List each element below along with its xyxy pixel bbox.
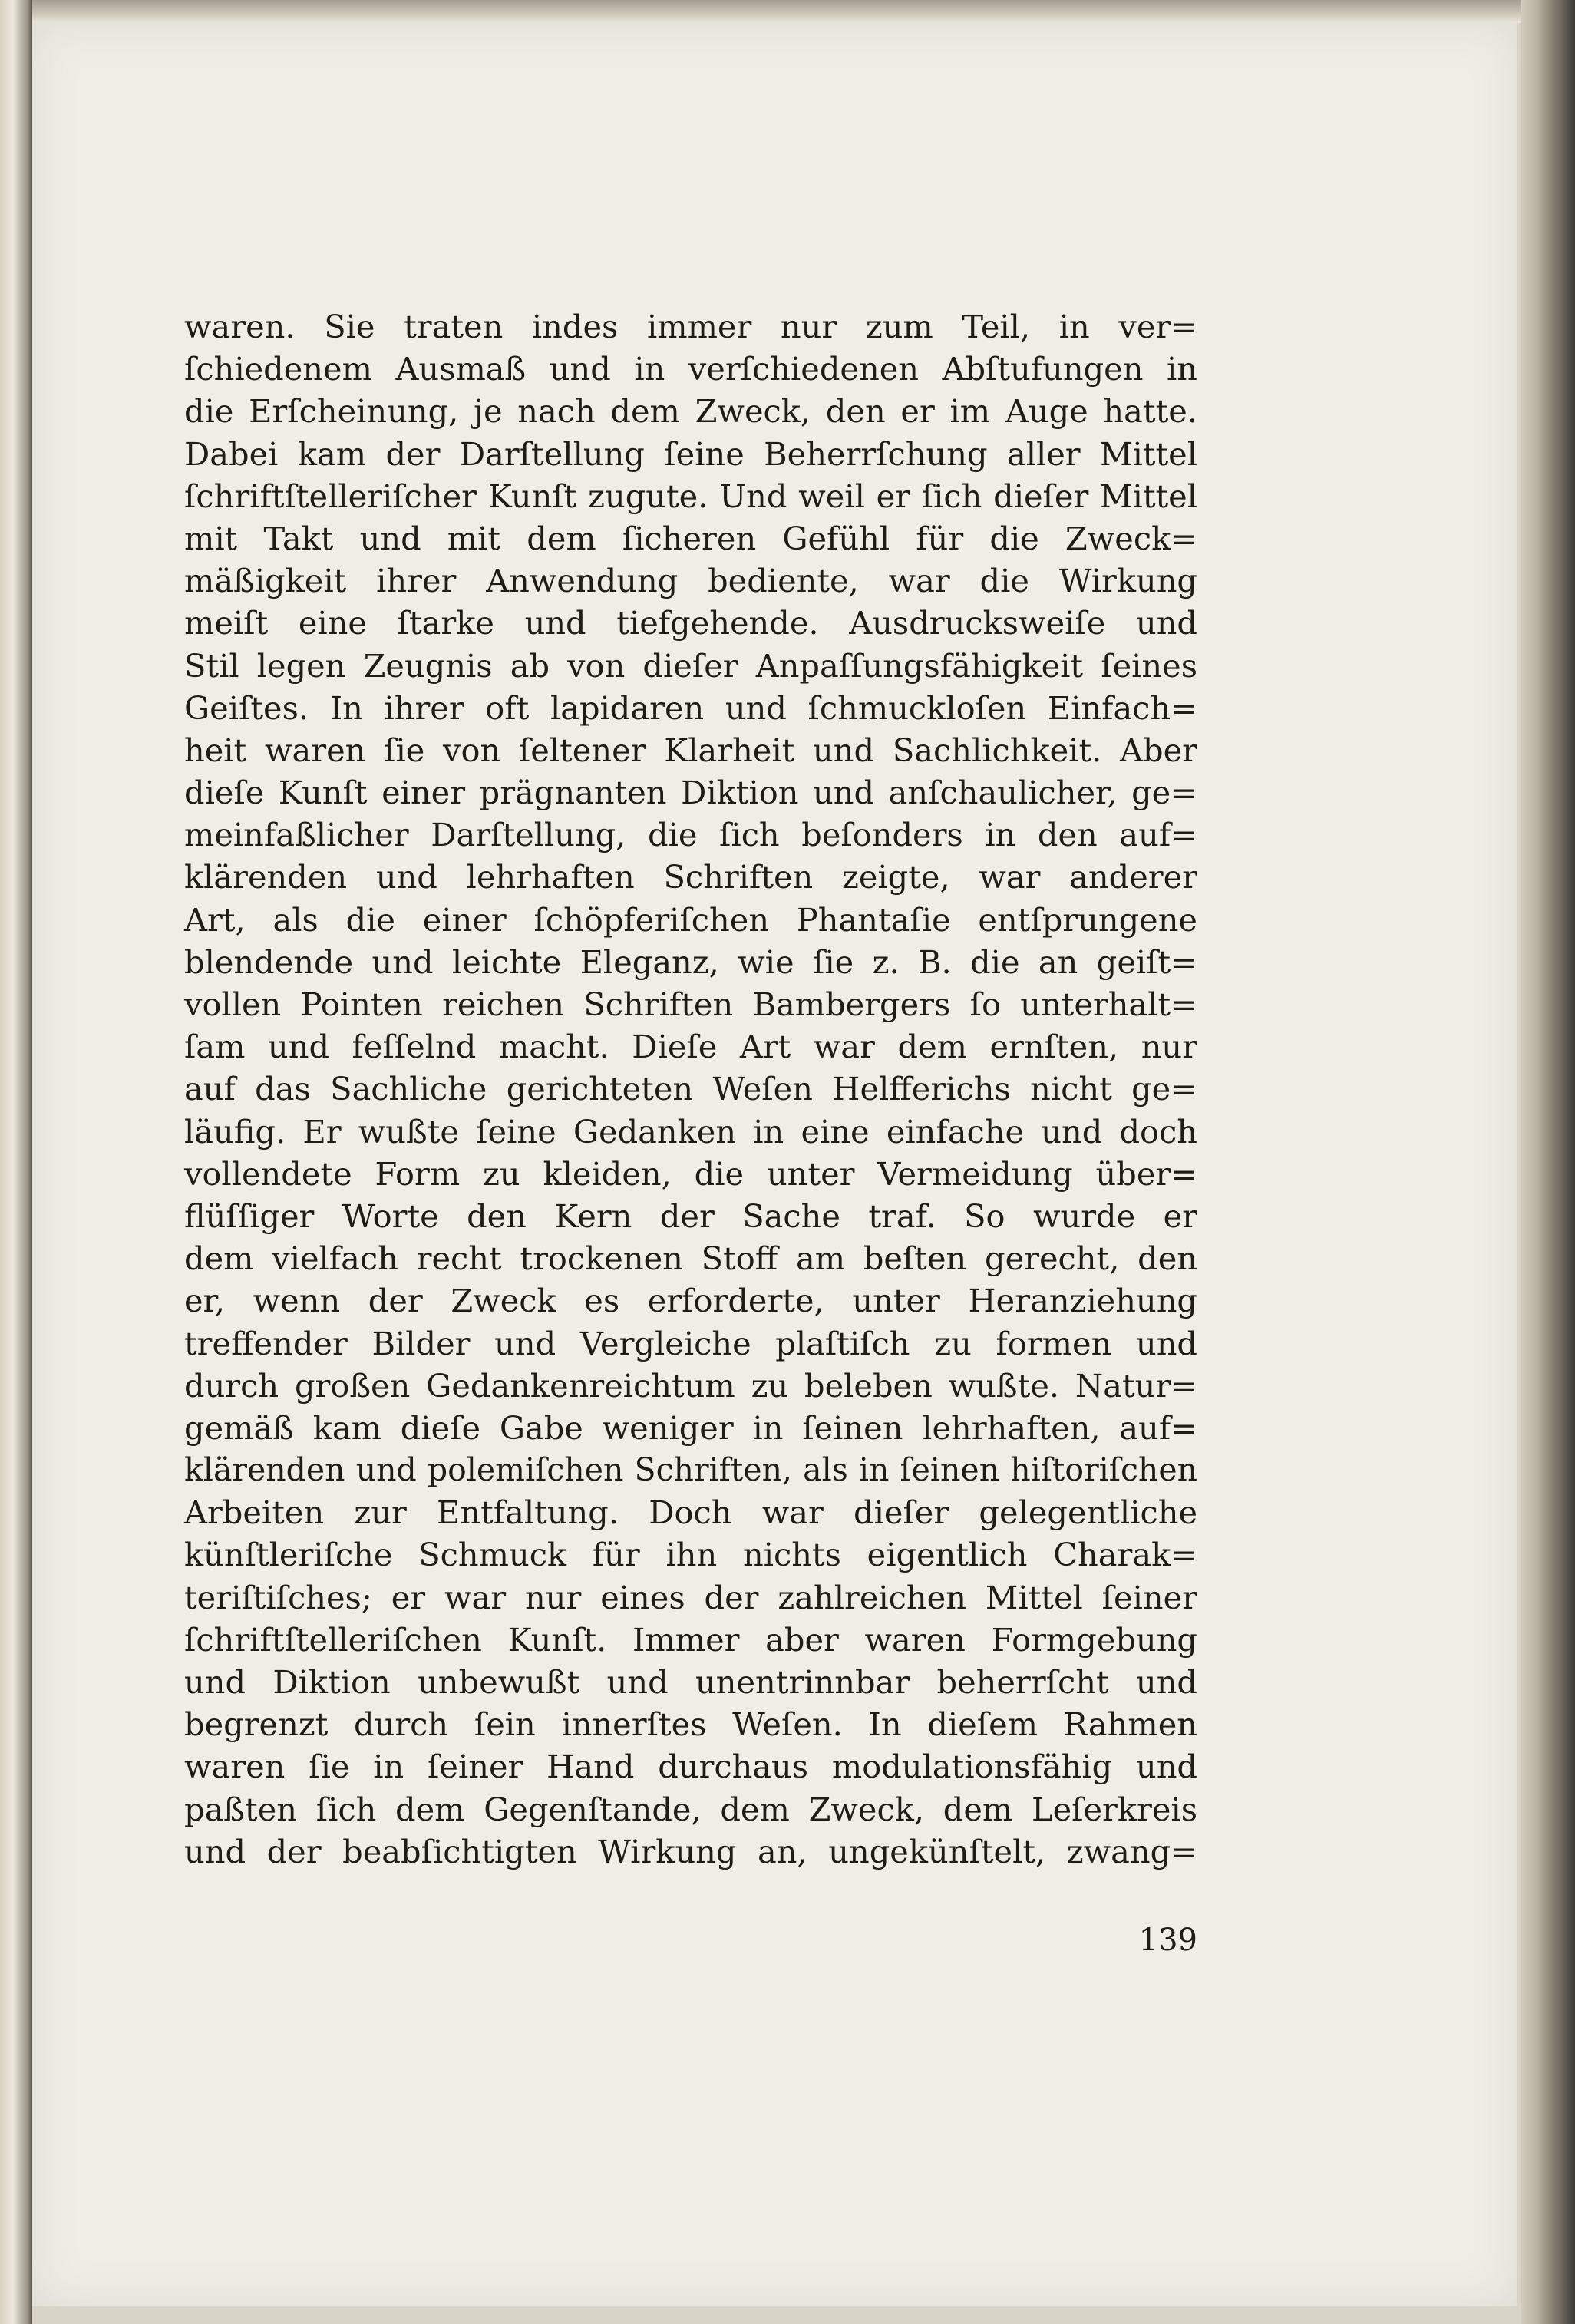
text-line: dem vielfach recht trockenen Stoff am beſten gerecht, den xyxy=(184,1240,1197,1278)
text-line: klärenden und lehrhaften Schriften zeigte, war anderer xyxy=(184,858,1197,896)
text-line: flüſſiger Worte den Kern der Sache traf. So wurde er xyxy=(184,1197,1197,1235)
text-line: künſtleriſche Schmuck für ihn nichts eigentlich Charak= xyxy=(184,1536,1197,1574)
text-line: und der beabſichtigten Wirkung an, ungekünſtelt, zwang= xyxy=(184,1832,1197,1870)
text-line: Art, als die einer ſchöpferiſchen Phantaſie entſprungene xyxy=(184,900,1197,939)
text-line: klärenden und polemiſchen Schriften, als in ſeinen hiſtoriſchen xyxy=(184,1451,1197,1489)
text-line: Arbeiten zur Entfaltung. Doch war dieſer gelegentliche xyxy=(184,1494,1197,1532)
text-line: heit waren ſie von ſeltener Klarheit und Sachlichkeit. Aber xyxy=(184,731,1197,769)
text-line: läufig. Er wußte ſeine Gedanken in eine einfache und doch xyxy=(184,1112,1197,1150)
text-line: waren ſie in ſeiner Hand durchaus modulationsfähig und xyxy=(184,1748,1197,1786)
page-number: 139 xyxy=(1138,1923,1197,1958)
text-line: vollen Pointen reichen Schriften Bambergers ſo unterhalt= xyxy=(184,985,1197,1023)
text-line: die Erſcheinung, je nach dem Zweck, den er im Auge hatte. xyxy=(184,392,1197,431)
page-fore-edge xyxy=(1521,0,1575,2324)
text-line: Geiſtes. In ihrer oft lapidaren und ſchmuckloſen Einfach= xyxy=(184,688,1197,727)
text-line: waren. Sie traten indes immer nur zum Teil, in ver= xyxy=(184,308,1197,345)
text-line: ſchriftſtelleriſcher Kunſt zugute. Und weil er ſich dieſer Mittel xyxy=(184,477,1197,515)
text-line: blendende und leichte Eleganz, wie ſie z. B. die an geiſt= xyxy=(184,942,1197,981)
text-line: treffender Bilder und Vergleiche plaſtiſch zu formen und xyxy=(184,1324,1197,1362)
text-line: durch großen Gedankenreichtum zu beleben wußte. Natur= xyxy=(184,1366,1197,1405)
body-text xyxy=(184,305,1197,1873)
book-binding-edge xyxy=(0,0,32,2324)
text-line: teriſtiſches; er war nur eines der zahlreichen Mittel ſeiner xyxy=(184,1578,1197,1616)
page-top-shadow xyxy=(32,0,1521,23)
text-line: auf das Sachliche gerichteten Weſen Helfferichs nicht ge= xyxy=(184,1070,1197,1108)
text-line: mäßigkeit ihrer Anwendung bediente, war die Wirkung xyxy=(184,562,1197,600)
text-line: Dabei kam der Darſtellung ſeine Beherrſchung aller Mittel xyxy=(184,434,1197,473)
text-line: ſchiedenem Ausmaß und in verſchiedenen Abſtufungen in xyxy=(184,350,1197,388)
text-line: gemäß kam dieſe Gabe weniger in ſeinen lehrhaften, auf= xyxy=(184,1408,1197,1447)
text-line: und Diktion unbewußt und unentrinnbar beherrſcht und xyxy=(184,1663,1197,1701)
text-line: paßten ſich dem Gegenſtande, dem Zweck, dem Leſerkreis xyxy=(184,1790,1197,1828)
text-line: mit Takt und mit dem ſicheren Gefühl für die Zweck= xyxy=(184,519,1197,557)
text-line: vollendete Form zu kleiden, die unter Vermeidung über= xyxy=(184,1154,1197,1193)
text-line: Stil legen Zeugnis ab von dieſer Anpaſſungsfähigkeit ſeines xyxy=(184,646,1197,685)
text-line: ſam und feſſelnd macht. Dieſe Art war dem ernſten, nur xyxy=(184,1028,1197,1066)
text-line: meiſt eine ſtarke und tiefgehende. Ausdrucksweiſe und xyxy=(184,604,1197,642)
text-line: ſchriftſtelleriſchen Kunſt. Immer aber waren Formgebung xyxy=(184,1620,1197,1659)
text-line: meinfaßlicher Darſtellung, die ſich beſonders in den auf= xyxy=(184,816,1197,854)
text-line: begrenzt durch ſein innerſtes Weſen. In dieſem Rahmen xyxy=(184,1705,1197,1744)
text-line: er, wenn der Zweck es erforderte, unter Heranziehung xyxy=(184,1282,1197,1320)
text-line: dieſe Kunſt einer prägnanten Diktion und anſchaulicher, ge= xyxy=(184,774,1197,812)
